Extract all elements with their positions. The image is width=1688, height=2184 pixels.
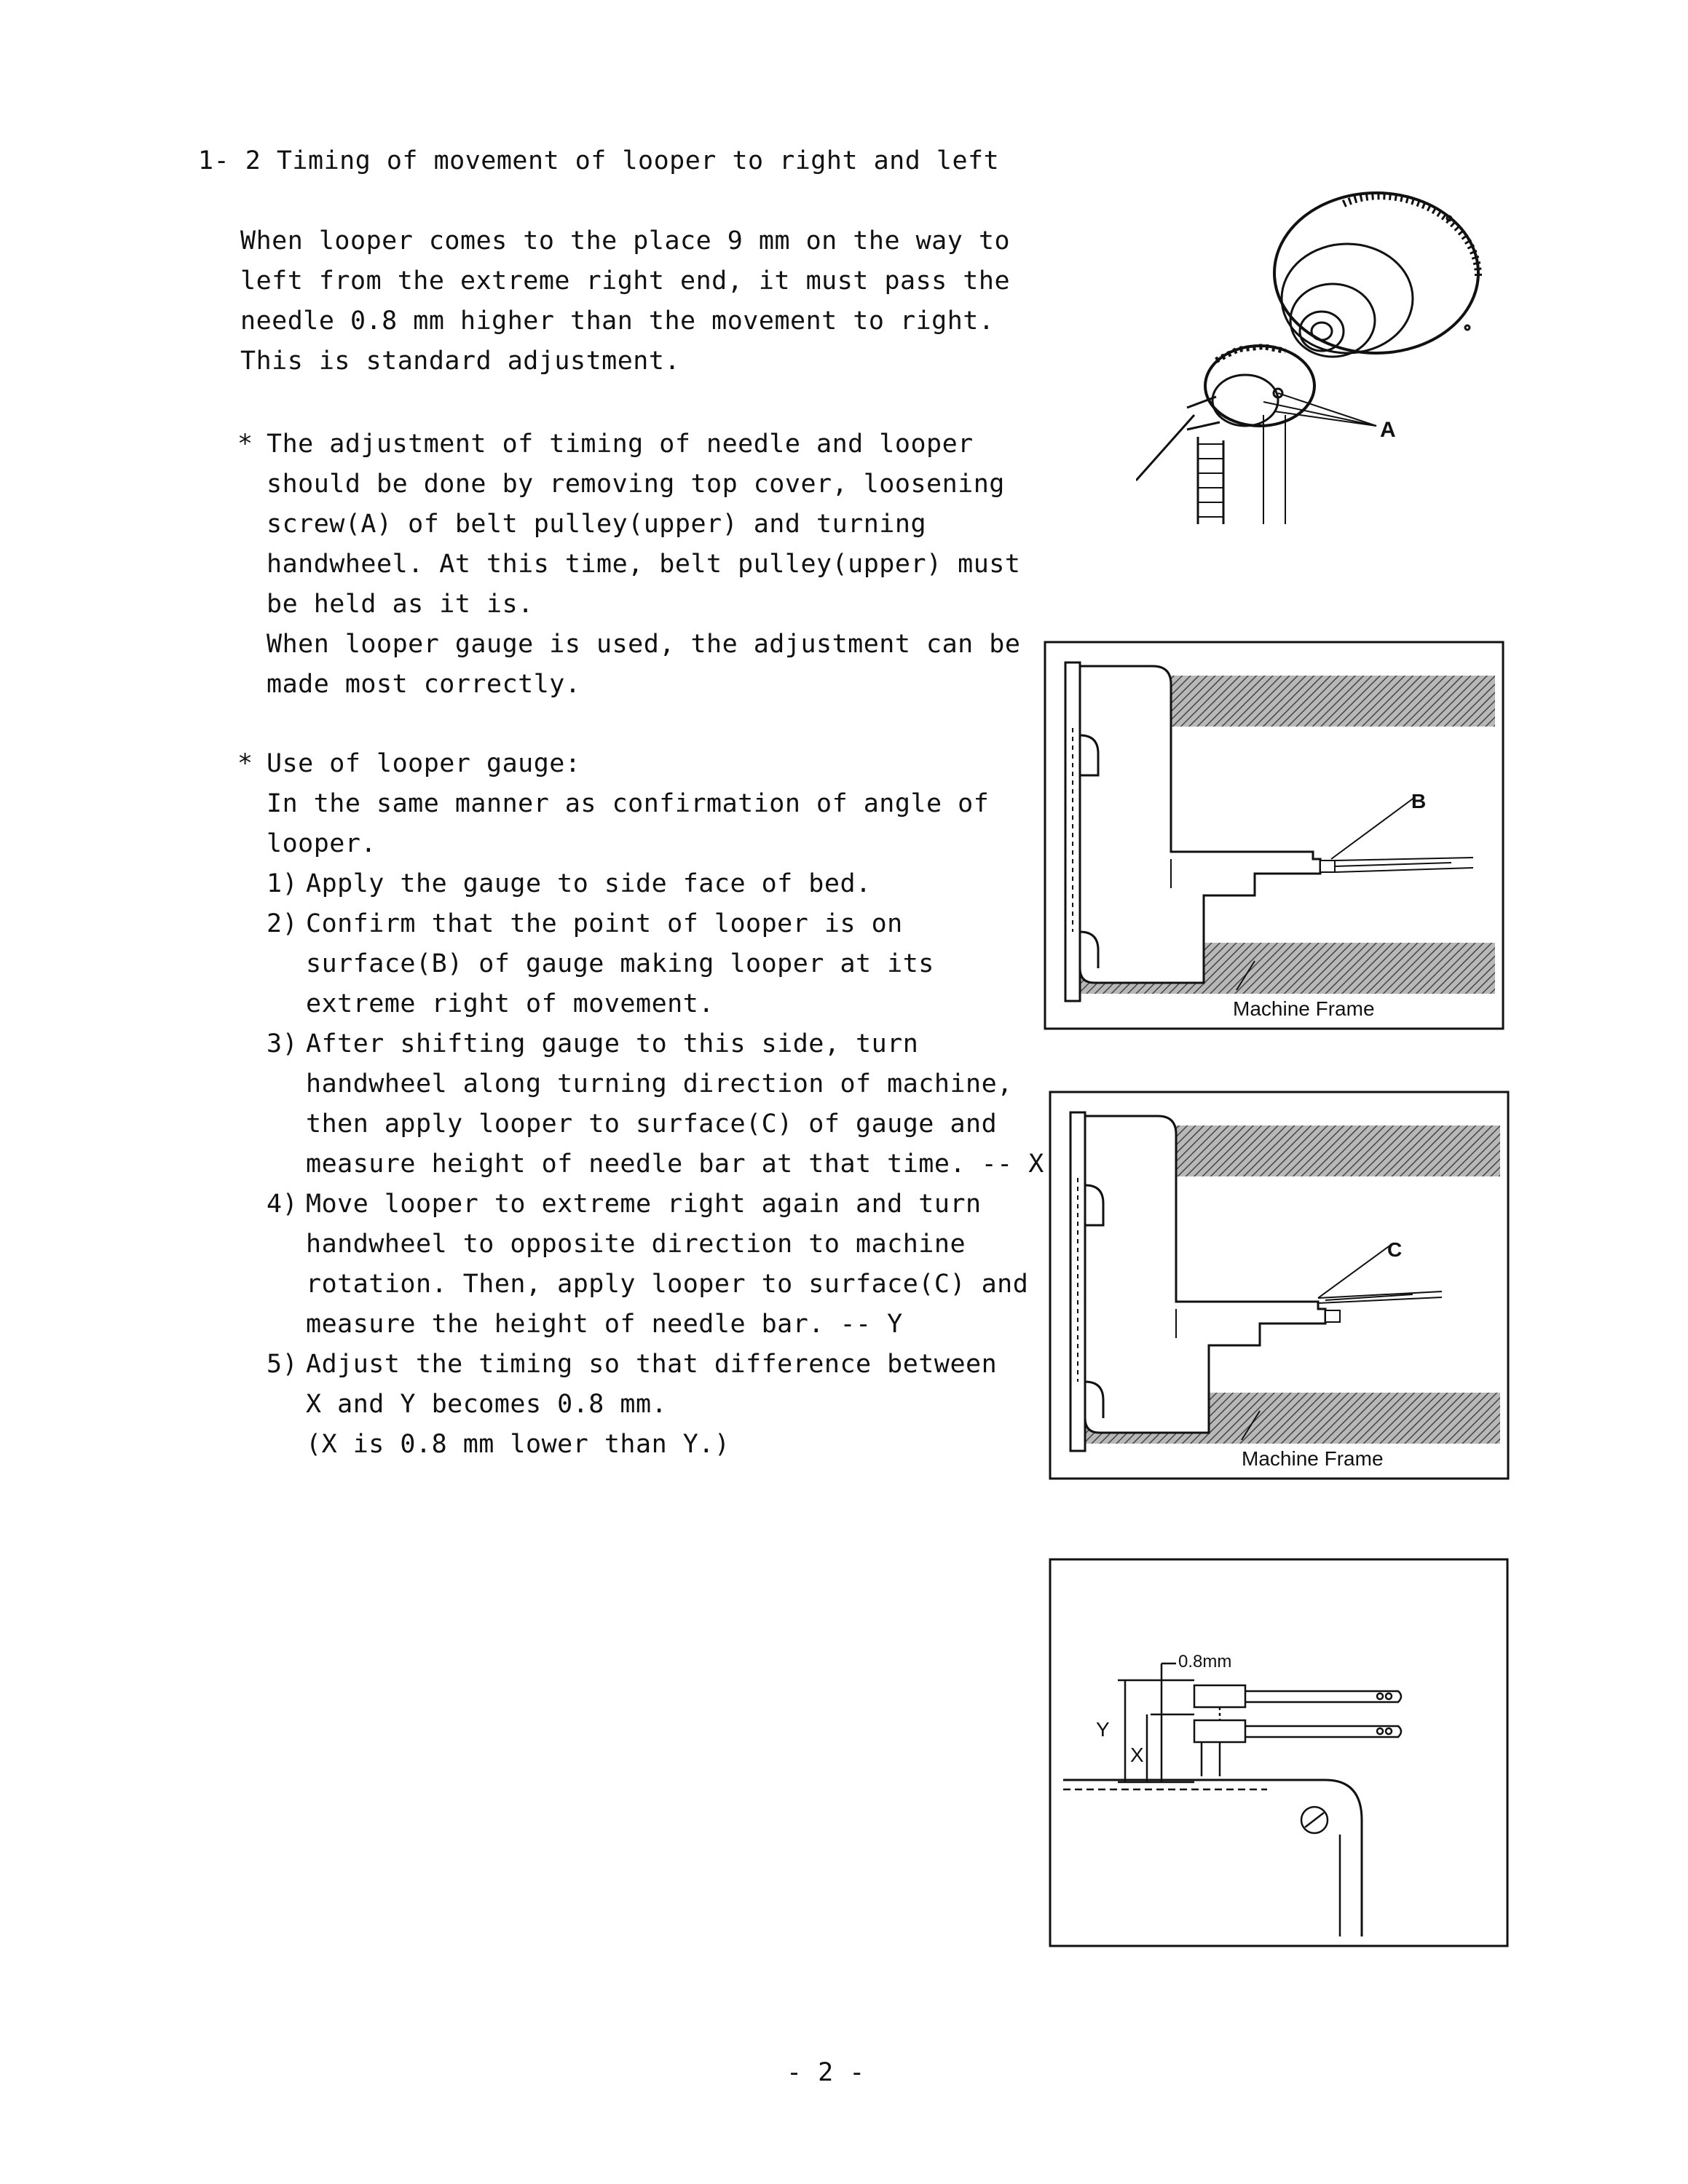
pulley-illustration	[1136, 175, 1544, 553]
label-x: X	[1130, 1744, 1144, 1766]
note-line: In the same manner as confirmation of angle of	[267, 789, 990, 818]
step-line: rotation. Then, apply looper to surface(C) and	[306, 1270, 1029, 1299]
note-line: When looper gauge is used, the adjustment can be	[267, 630, 1021, 659]
step-line: Confirm that the point of looper is on	[306, 909, 903, 938]
note-line: be held as it is.	[267, 590, 534, 619]
machine-frame-label: Machine Frame	[1242, 1447, 1384, 1470]
label-y: Y	[1096, 1718, 1110, 1741]
label-a: A	[1380, 418, 1396, 442]
intro-line: This is standard adjustment.	[240, 347, 681, 376]
machine-frame-label: Machine Frame	[1233, 997, 1375, 1020]
step-number: 4)	[267, 1190, 299, 1219]
label-c: C	[1387, 1238, 1403, 1261]
label-gap: 0.8mm	[1178, 1652, 1232, 1671]
note-line: made most correctly.	[267, 670, 581, 699]
step-line: extreme right of movement.	[306, 989, 714, 1018]
note-bullet: *	[237, 749, 253, 778]
step-line: surface(B) of gauge making looper at its	[306, 949, 934, 978]
step-line: measure height of needle bar at that time. -- X	[306, 1150, 1044, 1179]
page-number: - 2 -	[786, 2058, 865, 2087]
note-title: Use of looper gauge:	[267, 749, 581, 778]
gauge-figure-c	[1049, 1091, 1510, 1480]
step-line: (X is 0.8 mm lower than Y.)	[306, 1430, 730, 1459]
note-line: handwheel. At this time, belt pulley(upper) must	[267, 550, 1021, 579]
label-b: B	[1411, 790, 1427, 812]
intro-line: When looper comes to the place 9 mm on the way to	[240, 226, 1011, 256]
gauge-figure-b	[1044, 641, 1504, 1030]
step-number: 5)	[267, 1350, 299, 1379]
intro-line: left from the extreme right end, it must pass the	[240, 266, 1011, 296]
step-line: then apply looper to surface(C) of gauge and	[306, 1109, 998, 1139]
step-line: X and Y becomes 0.8 mm.	[306, 1390, 668, 1419]
note-line: should be done by removing top cover, loosening	[267, 470, 1005, 499]
step-line: Adjust the timing so that difference between	[306, 1350, 998, 1379]
step-number: 2)	[267, 909, 299, 938]
note-line: screw(A) of belt pulley(upper) and turning	[267, 510, 927, 539]
note-line: looper.	[267, 829, 377, 858]
intro-line: needle 0.8 mm higher than the movement to right.	[240, 306, 995, 336]
note-line: The adjustment of timing of needle and looper	[267, 430, 974, 459]
step-line: handwheel along turning direction of machine,	[306, 1069, 1013, 1099]
step-number: 1)	[267, 869, 299, 898]
step-line: measure the height of needle bar. -- Y	[306, 1310, 903, 1339]
step-number: 3)	[267, 1029, 299, 1059]
step-line: Apply the gauge to side face of bed.	[306, 869, 872, 898]
section-heading: 1- 2 Timing of movement of looper to right and left	[198, 146, 1000, 175]
needle-height-figure	[1049, 1558, 1509, 1947]
step-line: After shifting gauge to this side, turn	[306, 1029, 919, 1059]
step-line: Move looper to extreme right again and turn	[306, 1190, 982, 1219]
step-line: handwheel to opposite direction to machine	[306, 1230, 966, 1259]
note-bullet: *	[237, 430, 253, 459]
